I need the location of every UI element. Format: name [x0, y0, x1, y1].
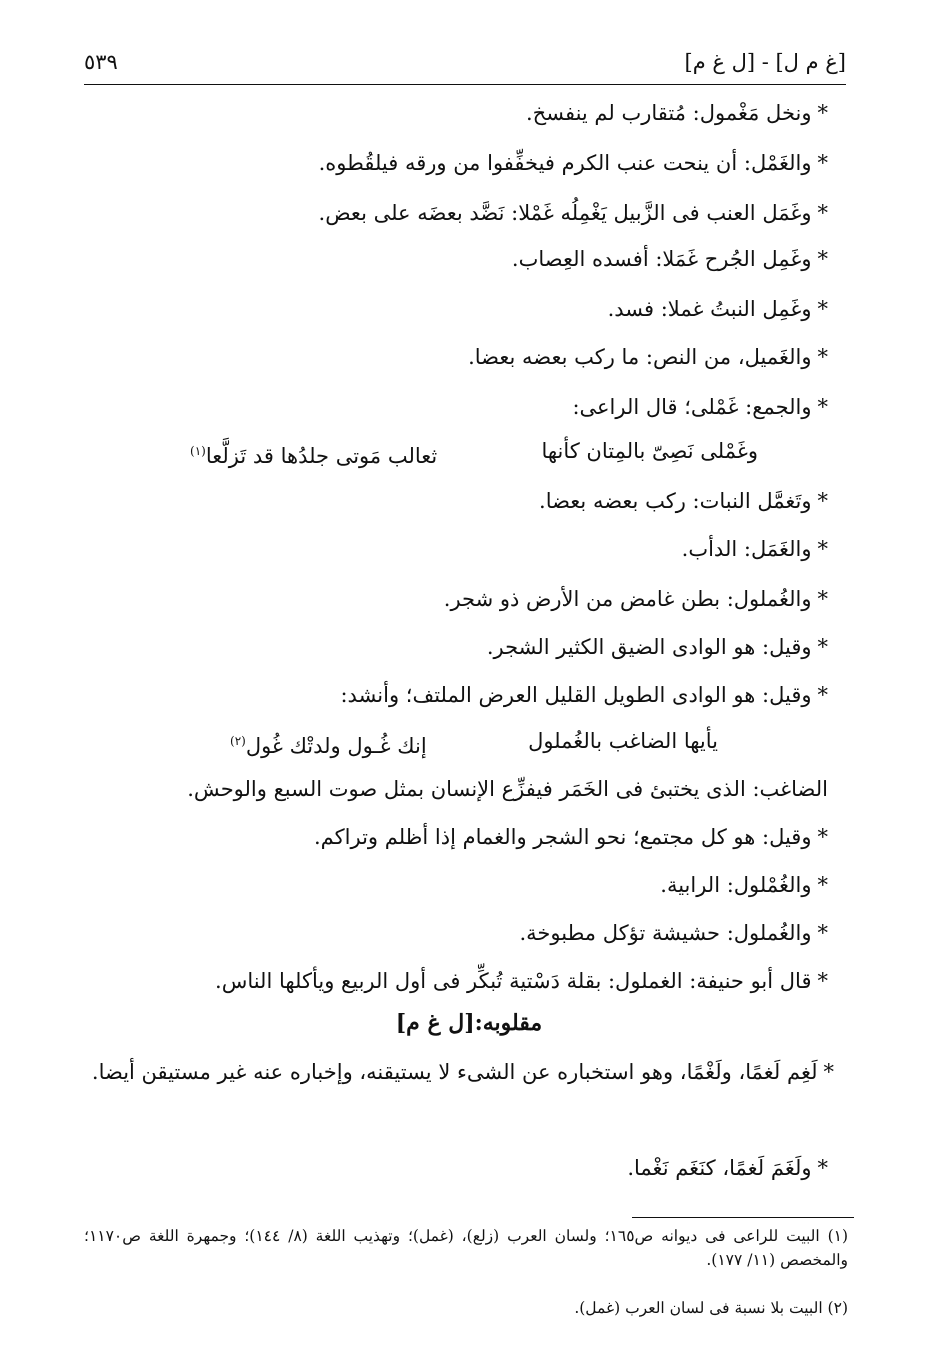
- footnote-rule: [632, 1217, 854, 1218]
- entry-paragraph: *لَغِم لَغمًا، ولَغْمًا، وهو استخباره عن الشىء لا يستيقنه، وإخباره عنه غير مستيقن أيضا.: [91, 1060, 834, 1084]
- entry-paragraph: *ولَغَمَ لَغمًا، كنَغَم نَغْما.: [627, 1156, 828, 1180]
- entry-line: *وقيل: هو الوادى الضيق الكثير الشجر.: [486, 635, 828, 659]
- entry-line: *والغَمْل: أن ينحت عنب الكرم فيخفِّفوا من ورقه فيلقُطوه.: [318, 151, 828, 175]
- entry-line: *وقيل: هو كل مجتمع؛ نحو الشجر والغمام إذا أظلم وتراكم.: [314, 825, 828, 849]
- header-rule: [84, 84, 846, 85]
- entry-line: *وغَمَل العنب فى الزَّبيل يَغْمِلُه غَمْلا: نَضَّد بعضَه على بعض.: [318, 201, 828, 225]
- verse-first-hemistich: وغَمْلى نَصِىّ بالمِتان كأنها: [541, 439, 758, 463]
- entry-line: *والغَميل، من النص: ما ركب بعضه بعضا.: [468, 345, 828, 369]
- entry-line: *والغُملول: حشيشة تؤكل مطبوخة.: [519, 921, 828, 945]
- entry-line: *والغُملول: بطن غامض من الأرض ذو شجر.: [443, 587, 828, 611]
- entry-line: *وقيل: هو الوادى الطويل القليل العرض الملتف؛ وأنشد:: [340, 683, 828, 707]
- definition-line: الضاغب: الذى يختبئ فى الخَمَر فيفزِّع الإنسان بمثل صوت السبع والوحش.: [187, 777, 828, 801]
- entry-line: *والغُمْلول: الرابية.: [660, 873, 828, 897]
- entry-line: *ونخل مَغْمول: مُتقارب لم ينفسخ.: [525, 101, 828, 125]
- footnote-1: (١) البيت للراعى فى ديوانه ص١٦٥؛ ولسان العرب (زلع)، (غمل)؛ وتهذيب اللغة (٨/ ١٤٤)؛ وجمهرة اللغة ص١١٧٠؛ والمخصص (١١/ ١٧٧).: [84, 1227, 849, 1269]
- entry-line: *قال أبو حنيفة: الغملول: بقلة دَسْتية تُبكِّر فى أول الربيع ويأكلها الناس.: [215, 969, 828, 993]
- page-header: [84, 46, 846, 86]
- footnote-marker: (٢): [230, 734, 246, 748]
- footnote-2: (٢) البيت بلا نسبة فى لسان العرب (غمل).: [574, 1299, 848, 1317]
- verse-second-hemistich: إنك غُـول ولدتْك غُول$^{(٢)}$: [230, 734, 427, 758]
- footnote-marker: (١): [190, 444, 206, 458]
- entry-line: *والغَمَل: الدأب.: [681, 537, 828, 561]
- verse-second-hemistich: ثعالب مَوتى جلدُها قد تَزلَّعا$^{(١)}$: [190, 444, 438, 468]
- verse-first-hemistich: يأيها الضاغب بالغُملول: [528, 729, 718, 753]
- header-root-title: [غ م ل] - [ل غ م]: [684, 50, 846, 74]
- entry-line: *والجمع: غَمْلى؛ قال الراعى:: [572, 395, 828, 419]
- entry-line: *وغَمِل الجُرح غَمَلا: أفسده العِصاب.: [511, 247, 828, 271]
- page-number: ٥٣٩: [84, 50, 118, 74]
- entry-line: *وغَمِل النبتُ غملا: فسد.: [607, 297, 828, 321]
- section-title: مقلوبه:[ل غ م]: [395, 1010, 543, 1036]
- entry-line: *وتَغمَّل النبات: ركب بعضه بعضا.: [539, 489, 828, 513]
